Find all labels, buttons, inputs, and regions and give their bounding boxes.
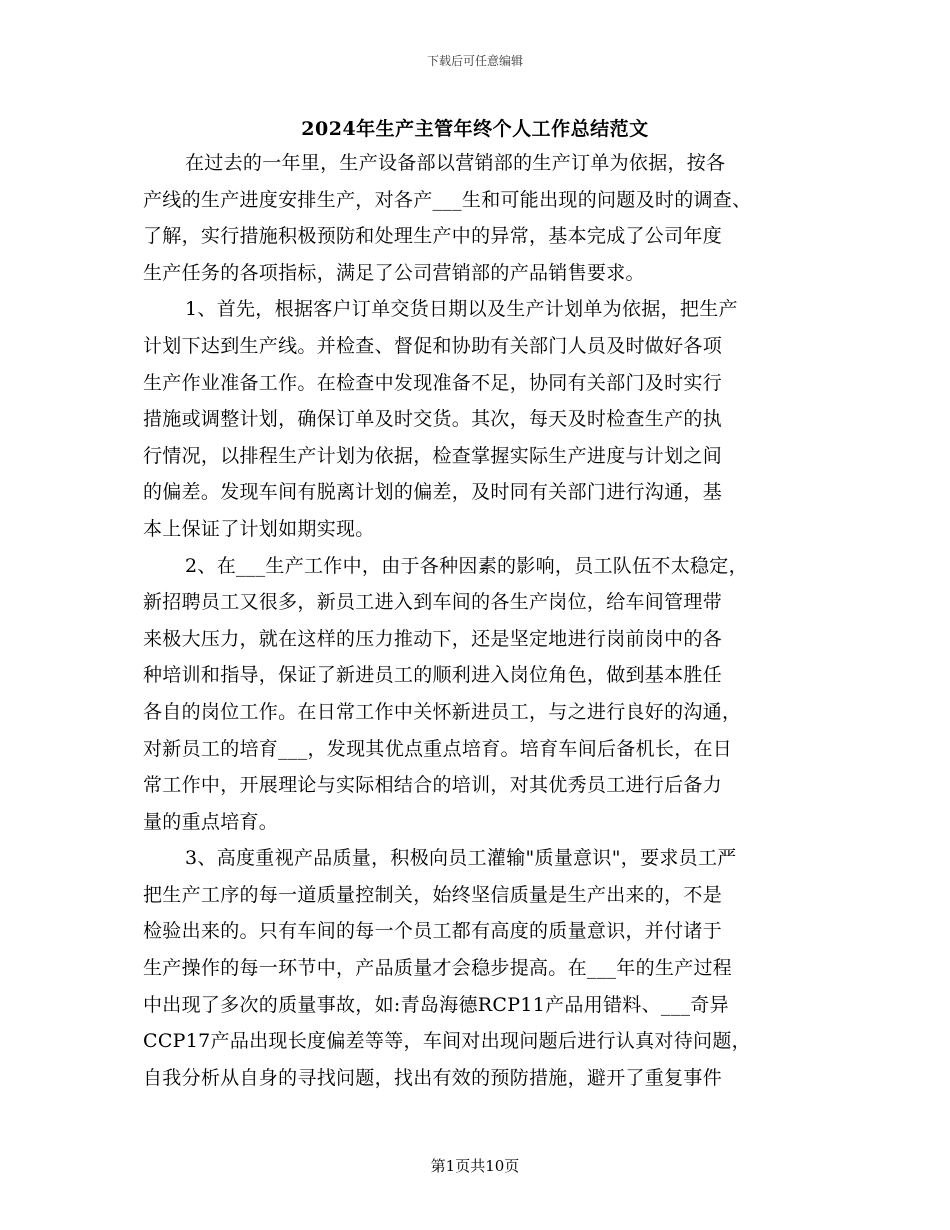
document-title: 2024年生产主管年终个人工作总结范文 — [301, 118, 649, 140]
text-line: 计划下达到生产线。并检查、督促和协助有关部门人员及时做好各项 — [143, 334, 723, 357]
document-body — [143, 145, 813, 1096]
text-line: 新招聘员工又很多，新员工进入到车间的各生产岗位，给车间管理带 — [143, 591, 723, 614]
text-line: 种培训和指导，保证了新进员工的顺利进入岗位角色，做到基本胜任 — [143, 664, 723, 687]
text-line: 的偏差。发现车间有脱离计划的偏差，及时同有关部门进行沟通，基 — [143, 481, 723, 504]
text-line: 量的重点培育。 — [143, 810, 279, 833]
paragraph-intro — [143, 145, 813, 291]
text-line: 来极大压力，就在这样的压力推动下，还是坚定地进行岗前岗中的各 — [143, 627, 723, 650]
text-line: 检验出来的。只有车间的每一个员工都有高度的质量意识，并付诸于 — [143, 920, 723, 943]
text-line: 了解，实行措施积极预防和处理生产中的异常，基本完成了公司年度 — [143, 225, 723, 248]
text-line: 在过去的一年里，生产设备部以营销部的生产订单为依据，按各 — [185, 152, 726, 174]
text-line: 常工作中，开展理论与实际相结合的培训，对其优秀员工进行后备力 — [143, 774, 723, 797]
paragraph-3 — [143, 840, 813, 1096]
text-line: 3、高度重视产品质量，积极向员工灌输"质量意识"，要求员工严 — [185, 847, 737, 870]
text-line: 措施或调整计划，确保订单及时交货。其次，每天及时检查生产的执 — [143, 408, 723, 431]
text-line: 中出现了多次的质量事故，如:青岛海德RCP11产品用错料、___奇异 — [143, 993, 729, 1016]
text-line: 产线的生产进度安排生产，对各产___生和可能出现的问题及时的调查、 — [143, 188, 752, 211]
paragraph-2 — [143, 548, 813, 841]
text-line: 行情况，以排程生产计划为依据，检查掌握实际生产进度与计划之间 — [143, 444, 723, 467]
page-number: 第1页共10页 — [430, 1157, 520, 1175]
text-line: 本上保证了计划如期实现。 — [143, 517, 375, 540]
paragraph-1 — [143, 291, 813, 547]
text-line: 各自的岗位工作。在日常工作中关怀新进员工，与之进行良好的沟通， — [143, 700, 742, 723]
text-line: 2、在___生产工作中，由于各种因素的影响，员工队伍不太稳定， — [185, 554, 748, 577]
text-line: 把生产工序的每一道质量控制关，始终坚信质量是生产出来的，不是 — [143, 883, 723, 906]
text-line: 生产作业准备工作。在检查中发现准备不足，协同有关部门及时实行 — [143, 371, 723, 394]
text-line: 生产任务的各项指标，满足了公司营销部的产品销售要求。 — [143, 261, 645, 284]
text-line: 生产操作的每一环节中，产品质量才会稳步提高。在___年的生产过程 — [143, 957, 733, 980]
text-line: 1、首先，根据客户订单交货日期以及生产计划单为依据，把生产 — [185, 298, 738, 321]
page-header-note: 下载后可任意编辑 — [426, 54, 523, 68]
text-line: 自我分析从自身的寻找问题，找出有效的预防措施，避开了重复事件 — [143, 1066, 723, 1089]
text-line: CCP17产品出现长度偏差等等，车间对出现问题后进行认真对待问题， — [143, 1030, 751, 1053]
text-line: 对新员工的培育___，发现其优点重点培育。培育车间后备机长，在日 — [143, 737, 733, 760]
